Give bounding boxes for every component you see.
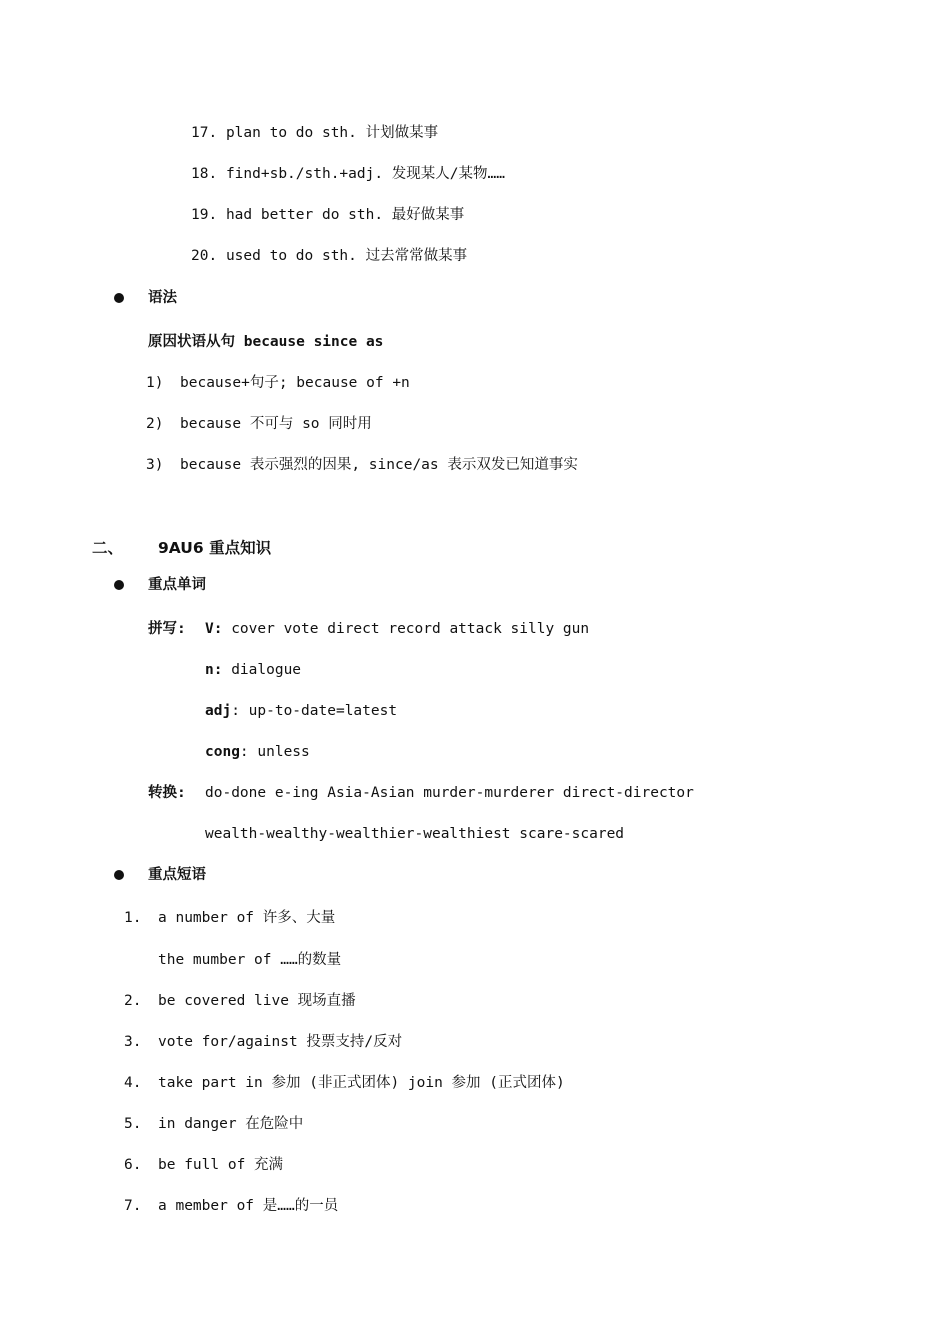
phrase-text: find+sb./sth.+adj. 发现某人/某物……	[225, 166, 505, 182]
phrase-text: used to do sth. 过去常常做某事	[225, 248, 468, 264]
phrase-text: be covered live 现场直播	[158, 993, 356, 1009]
adj-row	[205, 701, 397, 721]
section-title: 9AU6 重点知识	[158, 539, 272, 557]
verb-label: V:	[205, 621, 223, 637]
verb-words: cover vote direct record attack silly gun	[231, 621, 590, 637]
phrase-number: 20.	[191, 248, 218, 264]
noun-words: dialogue	[231, 662, 302, 678]
phrase-item	[191, 123, 438, 143]
grammar-item	[146, 414, 372, 434]
phrase-number: 1.	[124, 910, 142, 926]
phrase-item	[124, 991, 356, 1011]
noun-label: n:	[205, 662, 223, 678]
convert-row	[148, 783, 186, 803]
convert-label: 转换:	[148, 785, 186, 801]
phrase-item	[191, 164, 505, 184]
phrase-number: 17.	[191, 125, 218, 141]
grammar-item	[146, 455, 578, 475]
phrase-item	[191, 205, 464, 225]
phrase-text: in danger 在危险中	[158, 1116, 304, 1132]
conj-label: cong	[205, 744, 240, 760]
grammar-item-number: 1)	[146, 375, 164, 391]
adj-label: adj	[205, 703, 232, 719]
phrase-text: the mumber of ……的数量	[158, 952, 342, 968]
phrase-text: had better do sth. 最好做某事	[225, 207, 465, 223]
phrase-number: 19.	[191, 207, 218, 223]
conj-words: : unless	[239, 744, 310, 760]
phrase-number: 18.	[191, 166, 218, 182]
phrase-text: a number of 许多、大量	[158, 910, 336, 926]
phrase-number: 7.	[124, 1198, 142, 1214]
conj-row	[205, 742, 310, 762]
phrase-text: take part in 参加 (非正式团体) join 参加 (正式团体)	[158, 1075, 565, 1091]
phrase-item	[124, 1073, 565, 1093]
grammar-item-text: because+句子; because of +n	[180, 375, 410, 391]
grammar-item-number: 3)	[146, 457, 164, 473]
section-number: 二、	[92, 539, 124, 557]
phrase-text: vote for/against 投票支持/反对	[158, 1034, 403, 1050]
verb-row	[205, 619, 589, 639]
phrase-number: 3.	[124, 1034, 142, 1050]
spelling-label: 拼写:	[148, 621, 186, 637]
phrase-text: plan to do sth. 计划做某事	[225, 125, 439, 141]
grammar-item-text: because 表示强烈的因果, since/as 表示双发已知道事实	[180, 457, 578, 473]
convert-line: wealth-wealthy-wealthier-wealthiest scare-scared	[205, 826, 625, 842]
phrase-item	[124, 1196, 338, 1216]
phrase-item	[191, 246, 467, 266]
vocab-heading: 重点单词	[148, 577, 206, 593]
phrase-number: 5.	[124, 1116, 142, 1132]
grammar-subheading: 原因状语从句 because since as	[148, 334, 384, 350]
phrase-text: a member of 是……的一员	[158, 1198, 339, 1214]
phrases-heading: 重点短语	[148, 867, 206, 883]
grammar-item-number: 2)	[146, 416, 164, 432]
phrase-number: 2.	[124, 993, 142, 1009]
bullet-icon	[114, 870, 124, 880]
spelling-row	[148, 619, 186, 639]
grammar-item-text: because 不可与 so 同时用	[180, 416, 372, 432]
phrase-item	[124, 1114, 303, 1134]
phrase-text: be full of 充满	[158, 1157, 284, 1173]
grammar-item	[146, 373, 410, 393]
phrase-item	[124, 950, 341, 970]
phrase-item	[124, 1032, 402, 1052]
grammar-heading: 语法	[148, 290, 177, 306]
convert-line: do-done e-ing Asia-Asian murder-murderer direct-director	[205, 785, 694, 801]
phrase-item	[124, 1155, 283, 1175]
phrase-number: 4.	[124, 1075, 142, 1091]
bullet-icon	[114, 580, 124, 590]
phrase-number: 6.	[124, 1157, 142, 1173]
noun-row	[205, 660, 301, 680]
bullet-icon	[114, 293, 124, 303]
phrase-item	[124, 908, 335, 928]
adj-words: : up-to-date=latest	[231, 703, 398, 719]
